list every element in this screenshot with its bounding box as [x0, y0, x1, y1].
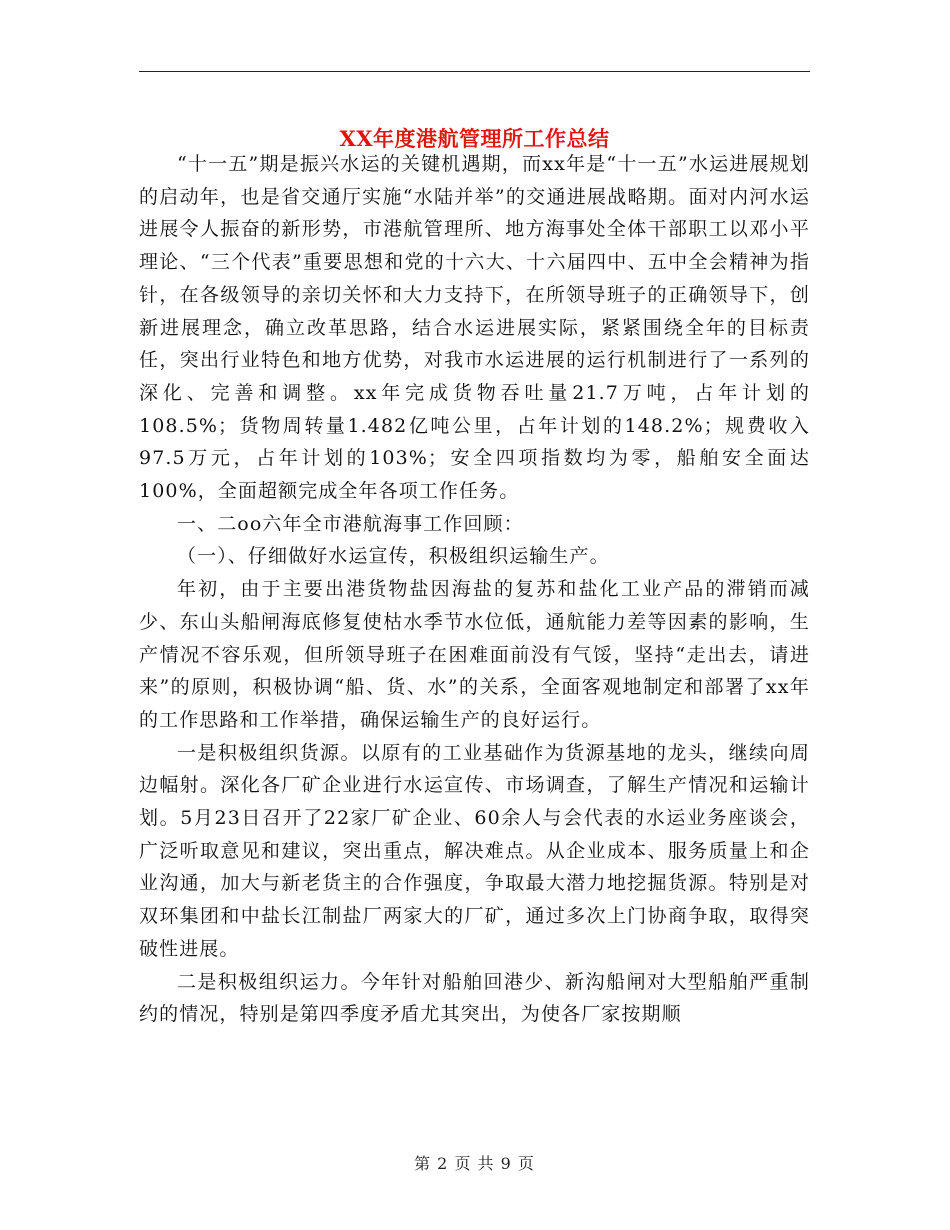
paragraph-intro: “十一五”期是振兴水运的关键机遇期，而xx年是“十一五”水运进展规划的启动年，也是省交通厅实施“水陆并举”的交通进展战略期。面对内河水运进展令人振奋的新形势，市港航管理所、地方海事处全体干部职工以邓小平理论、“三个代表”重要思想和党的十六大、十六届四中、五中全会精神为指针，在各级领导的亲切关怀和大力支持下，在所领导班子的正确领导下，创新进展理念，确立改革思路，结合水运进展实际，紧紧围绕全年的目标责任，突出行业特色和地方优势，对我市水运进展的运行机制进行了一系列的深化、完善和调整。xx年完成货物吞吐量21.7万吨，占年计划的108.5%；货物周转量1.482亿吨公里，占年计划的148.2%；规费收入97.5万元，占年计划的103%；安全四项指数均为零，船舶安全面达100%，全面超额完成全年各项工作任务。	[139, 153, 810, 503]
section-heading-review: 一、二oo六年全市港航海事工作回顾：	[177, 512, 524, 535]
paragraph-early-year: 年初，由于主要出港货物盐因海盐的复苏和盐化工业产品的滞销而减少、东山头船闸海底修复使枯水季节水位低，通航能力差等因素的影响，生产情况不容乐观，但所领导班子在困难面前没有气馁，坚持“走出去，请进来”的原则，积极协调“船、货、水”的关系，全面客观地制定和部署了xx年的工作思路和工作举措，确保运输生产的良好运行。	[139, 578, 810, 731]
document-body	[139, 148, 810, 1031]
document-title: XX年度港航管理所工作总结	[339, 126, 610, 152]
header-rule	[139, 71, 810, 72]
subsection-heading-publicity: （一）、仔细做好水运宣传，积极组织运输生产。	[177, 545, 610, 568]
page-number-footer: 第 2 页 共 9 页	[414, 1154, 535, 1173]
paragraph-cargo-sources: 一是积极组织货源。以原有的工业基础作为货源基地的龙头，继续向周边幅射。深化各厂矿企业进行水运宣传、市场调查，了解生产情况和运输计划。5月23日召开了22家厂矿企业、60余人与会代表的水运业务座谈会，广泛听取意见和建议，突出重点，解决难点。从企业成本、服务质量上和企业沟通，加大与新老货主的合作强度，争取最大潜力地挖掘货源。特别是对双环集团和中盐长江制盐厂两家大的厂矿，通过多次上门协商争取，取得突破性进展。	[139, 741, 810, 960]
paragraph-transport-capacity: 二是积极组织运力。今年针对船舶回港少、新沟船闸对大型船舶严重制约的情况，特别是第四季度矛盾尤其突出，为使各厂家按期顺	[139, 970, 810, 1026]
